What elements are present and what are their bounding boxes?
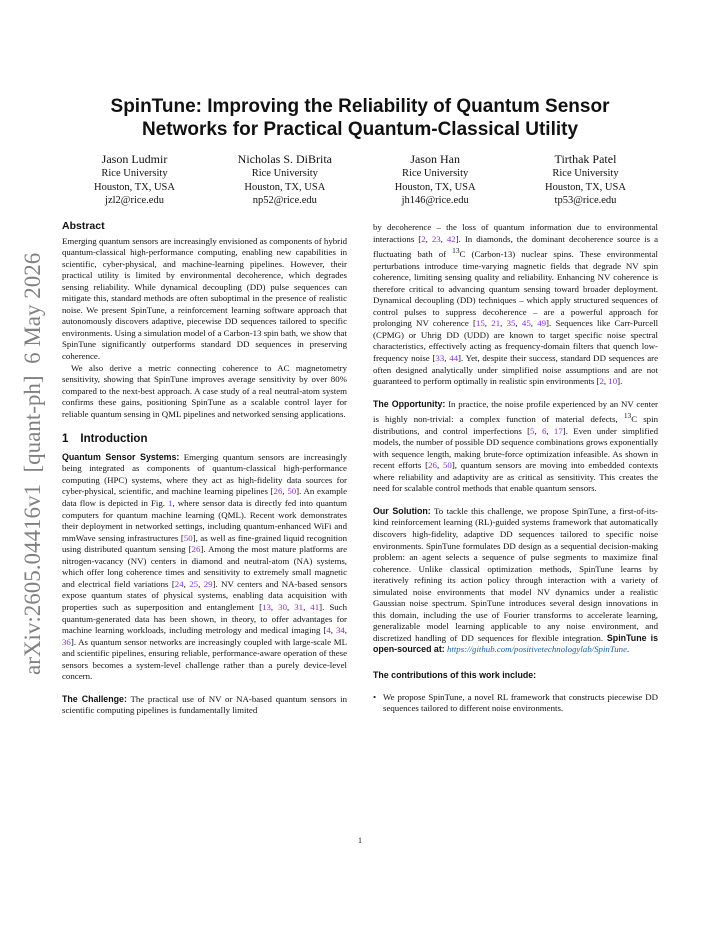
citation-link[interactable]: 13 bbox=[262, 601, 271, 612]
body-text: ]. Sequences like Carr-Purcell (CPMG) or Uhrig DD (UDD) are known to target specific noise spectral characteristics, effectively acting as frequency-domain filters that quench low-frequency noise [ bbox=[373, 318, 659, 363]
citation-link[interactable]: 36 bbox=[62, 636, 71, 647]
body-text: In practice, the noise profile experienced by an NV center is highly non-trivial: a complex function of material defects, bbox=[373, 398, 658, 425]
body-text: ]. In diamonds, the dominant decoherence source is a fluctuating bath of bbox=[373, 233, 658, 260]
citation-link[interactable]: 26 bbox=[273, 486, 283, 497]
body-text: Emerging quantum sensors are increasingly being integrated as components of quantum-classical high-performance computing (HPC) systems, where they act as high-fidelity data sources for cyber-physical, scientific, and machine learning pipelines [ bbox=[62, 451, 347, 497]
author-email[interactable]: jh146@rice.edu bbox=[401, 195, 469, 207]
body-text: ]. Even under simplified models, the number of possible DD sequence combinations grows exponentially with sequence length, making brute-force optimization infeasible. As shown in recent efforts [ bbox=[373, 425, 659, 471]
intro-paragraph-challenge bbox=[62, 694, 347, 717]
author-4 bbox=[513, 152, 658, 208]
body-text: The practical use of NV or NA-based quantum sensors in scientific computing pipelines is fundamentally limited bbox=[62, 693, 348, 716]
citation-link[interactable]: 2 bbox=[599, 376, 604, 387]
body-text: C spin distributions, and control imperfections [ bbox=[373, 414, 658, 436]
citation-link[interactable]: 5 bbox=[530, 425, 535, 436]
author-2 bbox=[212, 152, 357, 208]
section-number: 1 bbox=[62, 433, 69, 446]
contributions-heading: The contributions of this work include: bbox=[373, 670, 537, 681]
intro-paragraph-quantum-sensor-systems: Quantum Sensor Systems: Emerging quantum sensors are increasingly being integrated as components of quantum-classical high-performance computing (HPC) systems, where they act as high-fidelity data sources for cyber-physical, scientific, and machine learning pipelines [26, 50]. An example data flow is depicted in Fig. 1, where sensor data is directly fed into quantum computers for quantum machine learning (QML). Recent work demonstrates their deployment in networked settings, including quantum-enhanced WiFi and mmWave sensing infrastructures [50], as well as fine-grained liquid recognition using distributed quantum sensing [26]. Among the most mature platforms are nitrogen-vacancy (NV) centers in diamond and neutral-atom (NA) systems, which offer long coherence times and sensitivity to extremely small magnetic and electrical field variations [24, 25, 29]. NV centers and NA-based sensors expose quantum states of physical systems, enabling data acquisition with properties such as superposition and entanglement [13, 30, 31, 41]. Such quantum-generated data has been shown, in theory, to offer advantages for machine learning workloads, including metrology and medical imaging [4, 34, 36]. As quantum sensor networks are increasingly coupled with large-scale ML and scientific pipelines, ensuring reliable, performance-aware operation of these sensors becomes a system-level challenge rather than a purely device-level concern. bbox=[62, 451, 348, 682]
title-line-1: SpinTune: Improving the Reliability of Quantum Sensor bbox=[110, 96, 610, 117]
arxiv-stamp bbox=[6, 180, 50, 680]
body-text: ]. NV centers and NA-based sensors expose quantum states of physical systems, enabling data acquisition with properties such as superposition and entanglement [ bbox=[62, 578, 348, 612]
author-email[interactable]: jzl2@rice.edu bbox=[105, 195, 164, 207]
section-title: Introduction bbox=[80, 433, 148, 446]
left-column bbox=[62, 221, 347, 717]
body-text: by decoherence – the loss of quantum information due to environmental interactions [ bbox=[373, 222, 658, 244]
page-number: 1 bbox=[358, 836, 362, 845]
body-text: ]. Yet, despite their success, standard DD sequences are often designed analytically under simplified noise assumptions and are not guaranteed to perform optimally in realistic spin environments [ bbox=[373, 352, 659, 387]
run-in-heading: The Opportunity: bbox=[373, 398, 446, 409]
body-text: ], quantum sensors are moving into embedded contexts where reliability and adaptivity are as critical as sensitivity. This creates the need for scalable control methods that enable quantum sensors. bbox=[373, 460, 659, 494]
author-affiliation: Rice University bbox=[402, 168, 469, 179]
abstract-paragraph-2: We also derive a metric connecting coherence to AC magnetometry sensitivity, showing that SpinTune improves average sensitivity by over 80% compared to the next-best approach. A case study of a real neutral-atom system confirms these gains, positioning SpinTune as a scalable control layer for reliable quantum sensing in QML pipelines and networked sensing applications. bbox=[62, 362, 347, 419]
author-name: Jason Han bbox=[410, 152, 460, 166]
paragraph-decoherence: by decoherence – the loss of quantum information due to environmental interactions [2, 23, 42]. In diamonds, the dominant decoherence source is a fluctuating bath of $^{13}$C (Carbon-13) nuclear spins. These environmental perturbations introduce time-varying magnetic fields that degrade NV spin coherence, limiting sensing quality and reliability. Enhancing NV coherence is therefore critical to advancing quantum sensing toward broader deployment. Dynamical decoupling (DD) techniques – which apply structured sequences of control pulses to suppress decoherence – are a powerful approach for prolonging NV coherence [15, 21, 35, 45, 49]. Sequences like Carr-Purcell (CPMG) or Uhrig DD (UDD) are known to target specific noise spectral characteristics, effectively acting as frequency-domain filters that quench low-frequency noise [33, 44]. Yet, despite their success, standard DD sequences are often designed analytically under simplified noise assumptions and are not guaranteed to perform optimally in realistic spin environments [2, 10]. bbox=[373, 222, 659, 387]
arxiv-stamp-text: arXiv:2605.04416v1 [quant-ph] 6 May 2026 bbox=[20, 252, 45, 675]
section-heading-introduction bbox=[62, 434, 347, 446]
citation-link[interactable]: 17 bbox=[553, 425, 563, 436]
citation-link[interactable]: 10 bbox=[608, 376, 618, 387]
author-name: Tirthak Patel bbox=[554, 152, 617, 166]
citation-link[interactable]: 21 bbox=[491, 318, 501, 329]
citation-link[interactable]: 50 bbox=[287, 486, 297, 497]
citation-link[interactable]: 4 bbox=[326, 625, 331, 636]
run-in-heading: Quantum Sensor Systems: bbox=[62, 451, 180, 462]
figure-link[interactable]: 1 bbox=[168, 498, 173, 509]
citation-link[interactable]: 24 bbox=[174, 578, 184, 589]
body-text: ]. Among the most mature platforms are nitrogen-vacancy (NV) centers in diamond and neutral-atom (NA) systems, which offer long coherence times and sensitivity to extremely small magnetic and electrical field variations [ bbox=[62, 544, 347, 589]
title-line-2: Networks for Practical Quantum-Classical Utility bbox=[141, 119, 579, 140]
superscript: 13 bbox=[452, 246, 460, 256]
paper-title bbox=[62, 95, 658, 141]
paragraph-opportunity: The Opportunity: In practice, the noise profile experienced by an NV center is highly non-trivial: a complex function of material defects, $^{13}$C spin distributions, and control imperfections [5, 6, 17]. Even under simplified models, the number of possible DD sequence combinations grows exponentially with sequence length, making brute-force optimization infeasible. As shown in recent efforts [26, 50], quantum sensors are moving into embedded contexts where reliability and adaptivity are as critical as sensitivity. This creates the need for scalable control methods that enable quantum sensors. bbox=[373, 398, 659, 494]
open-source-note: SpinTune is open-sourced at: bbox=[373, 632, 658, 655]
body-text: ]. Such quantum-generated data has been shown, in theory, to offer advantages for machine learning workloads, including metrology and medical imaging [ bbox=[62, 601, 348, 636]
citation-link[interactable]: 25 bbox=[189, 578, 199, 589]
body-text: C (Carbon-13) nuclear spins. These environmental perturbations introduce time-varying magnetic fields that degrade NV spin coherence, limiting sensing quality and reliability. Enhancing NV coherence is therefore critical to advancing quantum sensing toward broader deployment. Dynamical decoupling (DD) techniques – which apply structured sequences of control pulses to suppress decoherence – are a powerful approach for prolonging NV coherence [ bbox=[373, 249, 658, 329]
citation-link[interactable]: 44 bbox=[449, 352, 459, 363]
author-affiliation: Rice University bbox=[552, 168, 619, 179]
citation-link[interactable]: 45 bbox=[521, 318, 531, 329]
author-location: Houston, TX, USA bbox=[94, 181, 175, 193]
citation-link[interactable]: 29 bbox=[203, 578, 213, 589]
citation-link[interactable]: 33 bbox=[435, 352, 445, 363]
author-1 bbox=[62, 152, 207, 208]
author-name: Jason Ludmir bbox=[101, 152, 168, 166]
body-text: ]. bbox=[617, 376, 623, 387]
citation-link[interactable]: 26 bbox=[191, 544, 201, 555]
citation-link[interactable]: 42 bbox=[446, 233, 456, 244]
author-location: Houston, TX, USA bbox=[244, 181, 326, 193]
citation-link[interactable]: 23 bbox=[431, 233, 441, 244]
author-affiliation: Rice University bbox=[101, 168, 168, 179]
citation-link[interactable]: 31 bbox=[294, 601, 304, 612]
citation-link[interactable]: 26 bbox=[428, 460, 437, 471]
body-text: , where sensor data is directly fed into quantum computers for quantum machine learning (QML). Recent work demonstrates their deployment in networked settings, including quantum-enhanced WiFi and mmWave sensing infrastructures [ bbox=[62, 498, 347, 543]
citation-link[interactable]: 15 bbox=[475, 318, 485, 329]
author-email[interactable]: np52@rice.edu bbox=[252, 195, 317, 207]
bullet-icon: • bbox=[373, 691, 377, 702]
contribution-text: We propose SpinTune, a novel RL framework that constructs piecewise DD sequences tailored to different noise environments. bbox=[383, 691, 658, 714]
author-name: Nicholas S. DiBrita bbox=[237, 152, 332, 166]
author-location: Houston, TX, USA bbox=[545, 181, 626, 193]
citation-link[interactable]: 35 bbox=[506, 318, 516, 329]
author-3 bbox=[363, 152, 508, 208]
author-affiliation: Rice University bbox=[251, 168, 318, 179]
citation-link[interactable]: 2 bbox=[421, 233, 426, 244]
citation-link[interactable]: 34 bbox=[335, 625, 345, 636]
author-block bbox=[62, 152, 658, 208]
citation-link[interactable]: 6 bbox=[541, 425, 547, 436]
contribution-item bbox=[373, 692, 658, 715]
author-location: Houston, TX, USA bbox=[394, 181, 476, 193]
right-column bbox=[373, 222, 658, 715]
body-text: ], as well as fine-grained liquid recognition using distributed quantum sensing [ bbox=[62, 532, 347, 555]
body-text: ]. As quantum sensor networks are increasingly coupled with large-scale ML and scientific pipelines, ensuring reliable, performance-aware operation of these sensors becomes a system-level challenge rather than a purely device-level concern. bbox=[62, 636, 347, 682]
citation-link[interactable]: 50 bbox=[183, 532, 193, 543]
run-in-heading: The Challenge: bbox=[62, 693, 127, 704]
citation-link[interactable]: 30 bbox=[278, 601, 287, 612]
citation-link[interactable]: 41 bbox=[310, 601, 320, 612]
body-text: ]. An example data flow is depicted in Fig. bbox=[62, 486, 348, 509]
repository-link[interactable]: https://github.com/positivetechnologylab/SpinTune bbox=[446, 644, 628, 655]
body-text: To tackle this challenge, we propose SpinTune, a first-of-its-kind reinforcement learning (RL)-guided systems framework that automatically discovers high-fidelity, adaptive DD sequences tailored to specific noise environments. SpinTune formulates DD design as a sequential decision-making problem: an agent selects a sequence of pulse segments to maximize final coherence. Unlike classical optimization methods, SpinTune learns by iteratively refining its action policy through interaction with a variety of simulated noise environments that model NV dynamics under a realistic Gaussian noise spectrum. SpinTune introduces several design innovations in this domain, including the use of Fourier transforms to accelerate learning, generalizable model learning applicable to any noise environment, and discretized handling of DD sequences for flexible integration. bbox=[373, 505, 658, 643]
superscript: 13 bbox=[623, 411, 632, 421]
citation-link[interactable]: 50 bbox=[442, 460, 452, 471]
citation-link[interactable]: 49 bbox=[537, 318, 547, 329]
run-in-heading: Our Solution: bbox=[373, 505, 431, 516]
abstract-heading: Abstract bbox=[62, 220, 105, 232]
abstract-paragraph-1: Emerging quantum sensors are increasingly envisioned as components of hybrid quantum-classical high-performance computing, enabling new capabilities in scientific, cyber-physical, and machine-learning pipelines. However, their practical utility is limited by environmental decoherence, which degrades sensing reliability. While dynamical decoupling (DD) pulse sequences can mitigate this, standard methods are often suboptimal in the presence of realistic noise. We present SpinTune, a reinforcement learning software approach that autonomously discovers adaptive, piecewise DD sequences tailored to specific environments. Using a simulation model of a Carbon-13 spin bath, we show that SpinTune significantly outperforms standard DD sequences in preserving coherence. bbox=[62, 235, 347, 362]
paragraph-solution: Our Solution: To tackle this challenge, we propose SpinTune, a first-of-its-kind reinforcement learning (RL)-guided systems framework that automatically discovers high-fidelity, adaptive DD sequences tailored to specific noise environments. SpinTune formulates DD design as a sequential decision-making problem: an agent selects a sequence of pulse segments to maximize final coherence. Unlike classical optimization methods, SpinTune learns by iteratively refining its action policy through interaction with a variety of simulated noise environments that model NV dynamics under a realistic Gaussian noise spectrum. SpinTune introduces several design innovations in this domain, including the use of Fourier transforms to accelerate learning, generalizable model learning applicable to any noise environment, and discretized handling of DD sequences for flexible integration. SpinTune is open-sourced at: https://github.com/positivetechnologylab/SpinTune. bbox=[373, 505, 658, 655]
author-email[interactable]: tp53@rice.edu bbox=[554, 195, 617, 207]
